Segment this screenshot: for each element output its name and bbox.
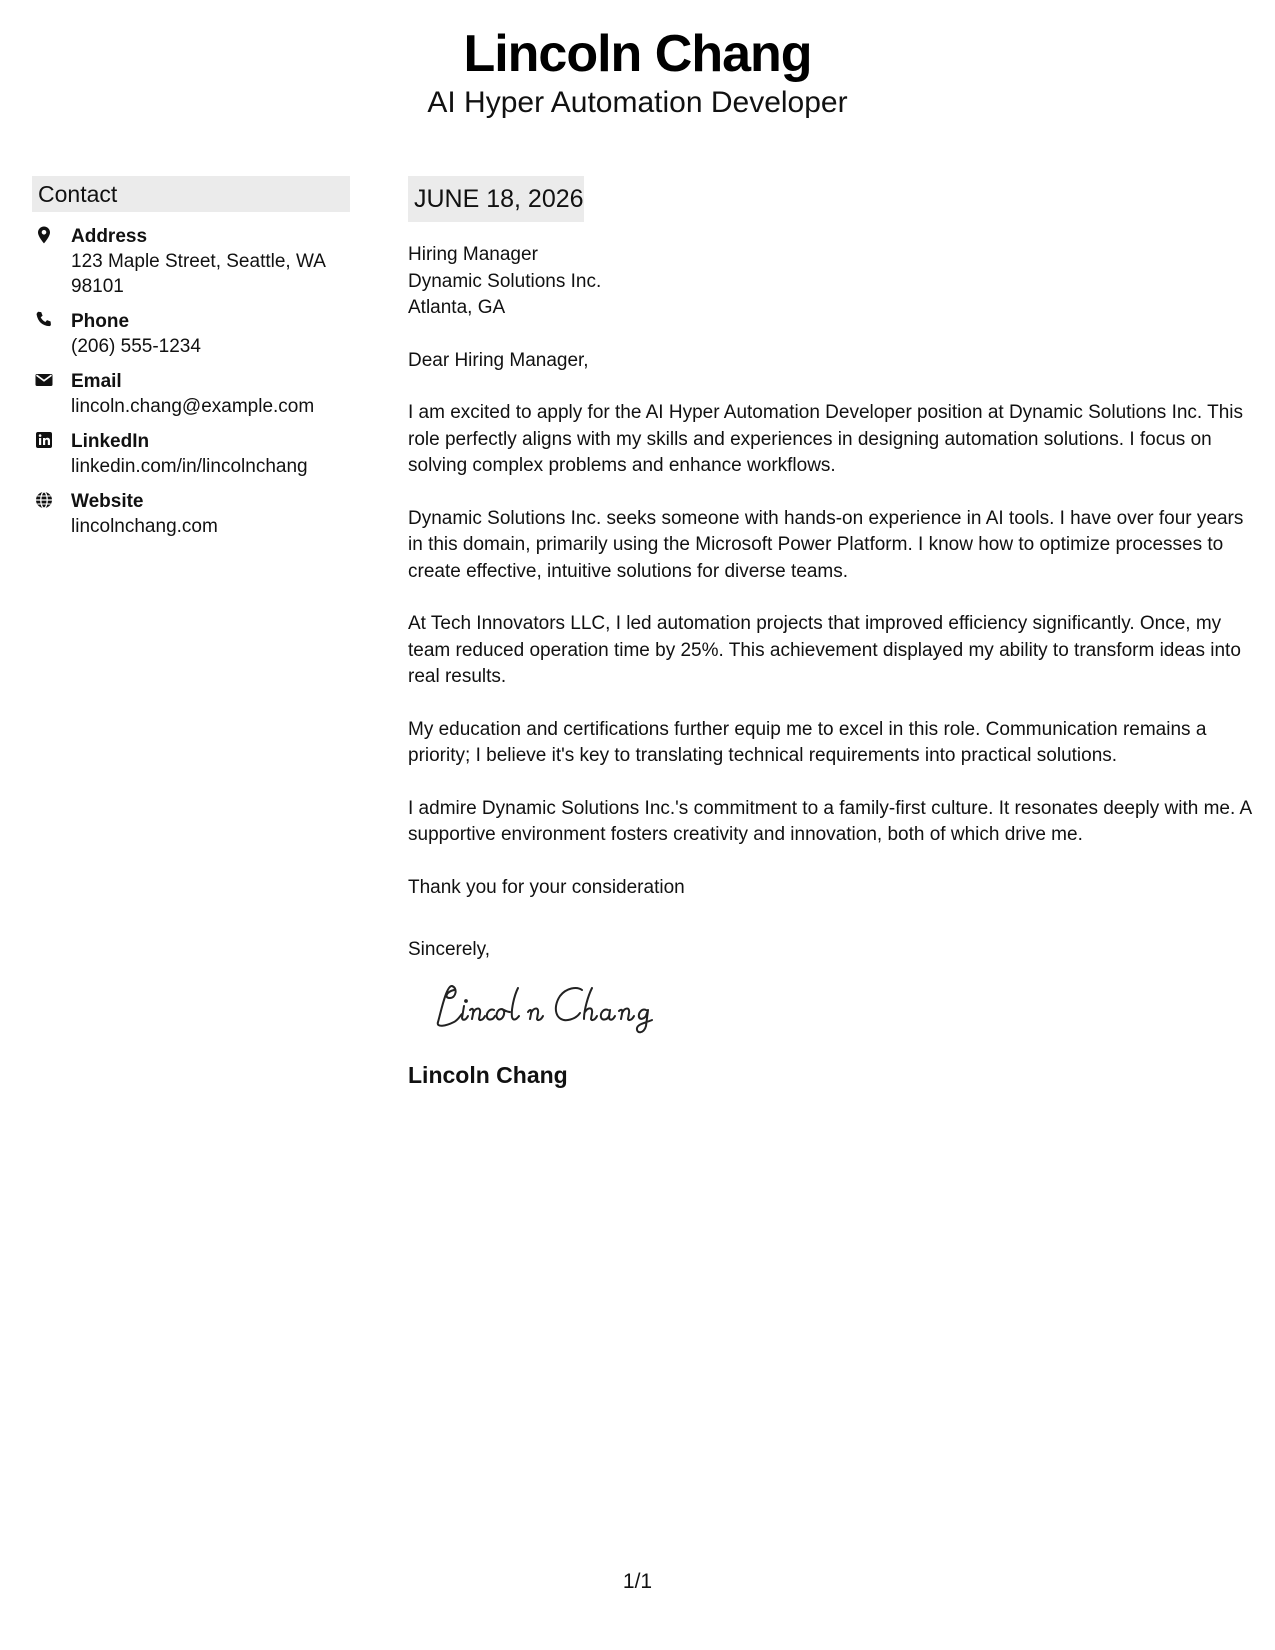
- linkedin-icon: [34, 430, 54, 450]
- email-icon: [34, 370, 54, 390]
- contact-heading: Contact: [32, 176, 350, 212]
- closing: Sincerely,: [408, 939, 491, 960]
- recipient-block: [408, 242, 1253, 322]
- email-label: Email: [71, 371, 122, 392]
- applicant-name: Lincoln Chang: [463, 25, 812, 83]
- phone-value: (206) 555-1234: [71, 336, 201, 357]
- recipient-line: Dynamic Solutions Inc.: [408, 270, 602, 292]
- website-value: lincolnchang.com: [71, 516, 218, 537]
- letter-header: [0, 18, 1275, 120]
- signed-name: Lincoln Chang: [408, 1061, 568, 1088]
- phone-icon: [34, 310, 54, 330]
- contact-website: [32, 489, 350, 539]
- recipient-line: Hiring Manager: [408, 244, 538, 265]
- contact-address: [32, 224, 350, 299]
- letter-paragraph: Dynamic Solutions Inc. seeks someone with hands-on experience in AI tools. I have over four years in this domain, primarily using the Microsoft Power Platform. I know how to optimize processes to create effective, intuitive solutions for diverse teams.: [408, 507, 1244, 582]
- contact-email: [32, 369, 350, 419]
- contact-sidebar: [32, 176, 350, 539]
- linkedin-label: LinkedIn: [71, 431, 150, 452]
- handwritten-signature: [432, 976, 672, 1038]
- location-pin-icon: [34, 225, 54, 245]
- letter-paragraph: I am excited to apply for the AI Hyper Automation Developer position at Dynamic Solutions Inc. This role perfectly aligns with my skills and experiences in designing automation solutions. I focus on solving complex problems and enhance workflows.: [408, 402, 1244, 476]
- linkedin-value: linkedin.com/in/lincolnchang: [71, 456, 308, 477]
- letter-paragraph: Thank you for your consideration: [408, 876, 685, 898]
- salutation: Dear Hiring Manager,: [408, 349, 589, 371]
- letter-date: JUNE 18, 2026: [408, 176, 584, 222]
- address-value: 123 Maple Street, Seattle, WA 98101: [71, 251, 325, 297]
- website-label: Website: [71, 491, 144, 512]
- globe-icon: [34, 490, 54, 510]
- recipient-line: Atlanta, GA: [408, 297, 506, 318]
- contact-linkedin: [32, 429, 350, 479]
- letter-body: [408, 176, 1253, 1090]
- applicant-title: AI Hyper Automation Developer: [427, 86, 848, 119]
- letter-paragraph: I admire Dynamic Solutions Inc.'s commitment to a family-first culture. It resonates deeply with me. A supportive environment fosters creativity and innovation, both of which drive me.: [408, 797, 1252, 845]
- address-label: Address: [71, 226, 148, 247]
- contact-phone: [32, 309, 350, 359]
- page-number: 1/1: [622, 1570, 653, 1593]
- phone-label: Phone: [71, 311, 130, 332]
- letter-paragraph: My education and certifications further equip me to excel in this role. Communication remains a priority; I believe it's key to translating technical requirements into practical solutions.: [408, 718, 1207, 766]
- email-value: lincoln.chang@example.com: [71, 396, 315, 417]
- letter-paragraph: At Tech Innovators LLC, I led automation projects that improved efficiency significantly. Once, my team reduced operation time by 25%. This achievement displayed my ability to transform ideas into real results.: [408, 613, 1241, 687]
